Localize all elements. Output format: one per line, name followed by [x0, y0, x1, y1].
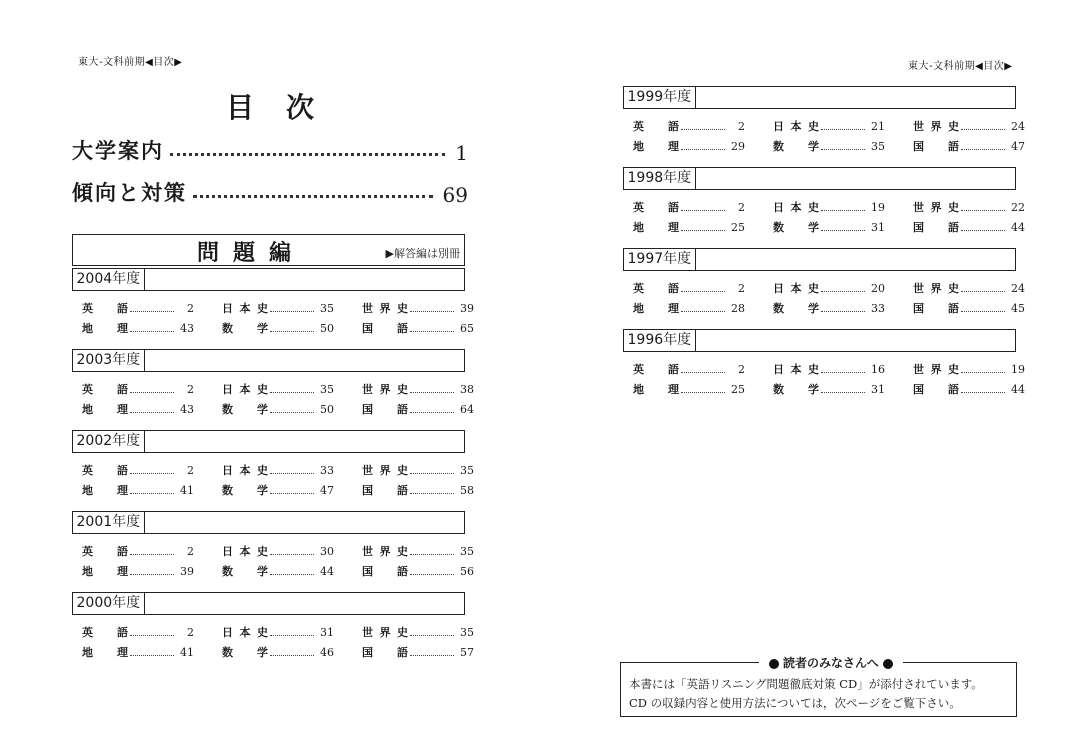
- subject-name: 日本史: [773, 363, 819, 376]
- subject-name: 日本史: [222, 383, 268, 396]
- page-number: 2: [187, 302, 194, 315]
- page-number: 24: [1011, 120, 1025, 133]
- notice-line-1: 本書には「英語リスニング問題徹底対策 CD」が添付されています。: [629, 677, 983, 691]
- page-number: 25: [731, 221, 745, 234]
- dot-leader: [130, 635, 174, 636]
- subject-name: 日本史: [773, 120, 819, 133]
- page-number: 2: [187, 545, 194, 558]
- subject-entry[interactable]: [913, 361, 1025, 377]
- dot-leader: [961, 372, 1005, 373]
- subject-row: [72, 543, 474, 563]
- subject-entry[interactable]: [773, 199, 885, 215]
- subject-entry[interactable]: [362, 543, 474, 559]
- subject-entry[interactable]: [362, 462, 474, 478]
- dot-leader: [681, 392, 725, 393]
- page-number: 2: [738, 363, 745, 376]
- dot-leader: [130, 493, 174, 494]
- subject-name: 数学: [222, 565, 268, 578]
- year-label: 2002年度: [72, 430, 146, 453]
- notice-title-text: 読者のみなさんへ: [783, 656, 879, 670]
- year-label: 1999年度: [623, 86, 697, 109]
- year-heading-bar[interactable]: [623, 248, 1016, 271]
- subject-name: 国語: [362, 322, 408, 335]
- dot-leader: [410, 493, 454, 494]
- subject-entry[interactable]: [633, 361, 745, 377]
- year-label: 1998年度: [623, 167, 697, 190]
- page-number: 47: [320, 484, 334, 497]
- year-section: [623, 86, 1025, 158]
- page-number: 30: [320, 545, 334, 558]
- subject-name: 日本史: [773, 201, 819, 214]
- year-heading-bar[interactable]: [72, 349, 465, 372]
- page-number: 31: [871, 221, 885, 234]
- year-label: 2004年度: [72, 268, 146, 291]
- subject-name: 数学: [773, 302, 819, 315]
- subject-entry[interactable]: [82, 644, 194, 660]
- subject-entry[interactable]: [222, 563, 334, 579]
- year-section: [72, 592, 474, 664]
- subject-name: 世界史: [913, 363, 959, 376]
- subject-entry[interactable]: [82, 624, 194, 640]
- subject-name: 国語: [913, 383, 959, 396]
- subject-name: 英語: [82, 545, 128, 558]
- year-heading-bar[interactable]: [623, 167, 1016, 190]
- dot-leader: [410, 635, 454, 636]
- dot-leader: [681, 230, 725, 231]
- subject-entry[interactable]: [913, 199, 1025, 215]
- year-heading-bar[interactable]: [623, 86, 1016, 109]
- dot-leader: [821, 230, 865, 231]
- subject-name: 数学: [222, 322, 268, 335]
- subject-row: [72, 381, 474, 401]
- dot-leader: [270, 574, 314, 575]
- dot-leader: [410, 655, 454, 656]
- subject-entry[interactable]: [222, 401, 334, 417]
- page-number: 25: [731, 383, 745, 396]
- dot-leader: [961, 291, 1005, 292]
- page-number: 43: [180, 403, 194, 416]
- dot-leader: [130, 655, 174, 656]
- subject-entry[interactable]: [82, 300, 194, 316]
- subject-row: [623, 199, 1025, 219]
- subject-entry[interactable]: [362, 320, 474, 336]
- dot-leader: [270, 311, 314, 312]
- subject-row: [72, 624, 474, 644]
- subject-name: 英語: [82, 626, 128, 639]
- page-number: 28: [731, 302, 745, 315]
- dot-leader: [170, 153, 445, 156]
- subject-entry[interactable]: [633, 280, 745, 296]
- page-number: 47: [1011, 140, 1025, 153]
- dot-leader: [410, 554, 454, 555]
- running-header: 東大-文科前期◀目次▶: [908, 61, 1013, 72]
- dot-leader: [410, 412, 454, 413]
- dot-leader: [410, 574, 454, 575]
- subject-name: 英語: [633, 282, 679, 295]
- subject-row: [623, 381, 1025, 401]
- dot-leader: [270, 331, 314, 332]
- year-section: [72, 430, 474, 502]
- year-section: [72, 268, 474, 340]
- right-page: [540, 0, 1080, 750]
- page-number: 35: [871, 140, 885, 153]
- dot-leader: [821, 311, 865, 312]
- dot-leader: [681, 372, 725, 373]
- page-number: 35: [460, 464, 474, 477]
- page-number: 38: [460, 383, 474, 396]
- year-heading-bar[interactable]: [72, 430, 465, 453]
- subject-entry[interactable]: [773, 138, 885, 154]
- page-number: 22: [1011, 201, 1025, 214]
- section-note: ▶解答編は別冊: [385, 247, 460, 260]
- dot-leader: [821, 291, 865, 292]
- toc-page-number: 1: [455, 141, 468, 165]
- page-number: 39: [180, 565, 194, 578]
- page-number: 2: [738, 282, 745, 295]
- toc-page-number: 69: [442, 183, 468, 207]
- year-heading-bar[interactable]: [623, 329, 1016, 352]
- dot-leader: [270, 473, 314, 474]
- dot-leader: [130, 574, 174, 575]
- section-title: 問題編: [197, 241, 306, 266]
- page-number: 33: [871, 302, 885, 315]
- page-number: 46: [320, 646, 334, 659]
- toc-entry-university-guide[interactable]: [72, 135, 468, 165]
- subject-name: 世界史: [913, 120, 959, 133]
- subject-name: 英語: [82, 383, 128, 396]
- subject-entry[interactable]: [222, 381, 334, 397]
- page-number: 65: [460, 322, 474, 335]
- subject-entry[interactable]: [773, 361, 885, 377]
- dot-leader: [681, 129, 725, 130]
- subject-name: 日本史: [222, 302, 268, 315]
- dot-leader: [410, 473, 454, 474]
- subject-row: [72, 482, 474, 502]
- page-number: 44: [1011, 221, 1025, 234]
- subject-entry[interactable]: [913, 118, 1025, 134]
- dot-leader: [270, 412, 314, 413]
- subject-entry[interactable]: [773, 219, 885, 235]
- toc-label: 大学案内: [72, 139, 164, 163]
- page-number: 2: [187, 464, 194, 477]
- page-number: 44: [1011, 383, 1025, 396]
- dot-leader: [410, 331, 454, 332]
- subject-name: 国語: [362, 403, 408, 416]
- subject-entry[interactable]: [913, 219, 1025, 235]
- dot-leader: [130, 554, 174, 555]
- subject-name: 数学: [222, 403, 268, 416]
- subject-row: [72, 401, 474, 421]
- subject-entry[interactable]: [633, 118, 745, 134]
- subject-entry[interactable]: [222, 543, 334, 559]
- page-number: 21: [871, 120, 885, 133]
- page-number: 35: [320, 302, 334, 315]
- subject-name: 日本史: [222, 626, 268, 639]
- subject-entry[interactable]: [773, 381, 885, 397]
- bullet-dot-icon: [769, 659, 779, 669]
- year-section: [72, 511, 474, 583]
- page-number: 41: [180, 484, 194, 497]
- subject-entry[interactable]: [913, 280, 1025, 296]
- page-number: 35: [460, 626, 474, 639]
- dot-leader: [270, 554, 314, 555]
- notice-title: [759, 654, 903, 671]
- subject-name: 国語: [913, 221, 959, 234]
- subject-entry[interactable]: [222, 462, 334, 478]
- dot-leader: [961, 311, 1005, 312]
- subject-entry[interactable]: [633, 381, 745, 397]
- subject-entry[interactable]: [222, 300, 334, 316]
- subject-name: 国語: [362, 646, 408, 659]
- subject-entry[interactable]: [82, 563, 194, 579]
- subject-name: 地理: [82, 565, 128, 578]
- dot-leader: [270, 392, 314, 393]
- subject-row: [72, 462, 474, 482]
- year-heading-bar[interactable]: [72, 592, 465, 615]
- dot-leader: [410, 311, 454, 312]
- subject-row: [72, 300, 474, 320]
- subject-name: 世界史: [362, 545, 408, 558]
- toc-label: 傾向と対策: [72, 181, 187, 205]
- subject-entry[interactable]: [222, 320, 334, 336]
- year-label: 1997年度: [623, 248, 697, 271]
- page-number: 58: [460, 484, 474, 497]
- page-number: 31: [871, 383, 885, 396]
- subject-entry[interactable]: [633, 199, 745, 215]
- subject-name: 数学: [222, 646, 268, 659]
- subject-name: 世界史: [362, 302, 408, 315]
- subject-name: 地理: [82, 403, 128, 416]
- subject-name: 英語: [82, 464, 128, 477]
- year-section: [72, 349, 474, 421]
- page-number: 16: [871, 363, 885, 376]
- year-heading-bar[interactable]: [72, 268, 465, 291]
- subject-name: 日本史: [222, 464, 268, 477]
- subject-name: 地理: [82, 484, 128, 497]
- dot-leader: [961, 210, 1005, 211]
- subject-name: 地理: [633, 140, 679, 153]
- page-title: 目次: [226, 91, 347, 124]
- subject-entry[interactable]: [82, 543, 194, 559]
- dot-leader: [130, 392, 174, 393]
- section-header-problems: [72, 234, 465, 266]
- subject-row: [623, 138, 1025, 158]
- page-number: 35: [460, 545, 474, 558]
- subject-name: 世界史: [913, 282, 959, 295]
- subject-name: 数学: [773, 383, 819, 396]
- subject-entry[interactable]: [773, 280, 885, 296]
- dot-leader: [821, 372, 865, 373]
- page-number: 33: [320, 464, 334, 477]
- subject-name: 日本史: [773, 282, 819, 295]
- dot-leader: [130, 331, 174, 332]
- subject-name: 地理: [633, 221, 679, 234]
- reader-notice-box: [620, 656, 1017, 717]
- subject-entry[interactable]: [362, 563, 474, 579]
- dot-leader: [961, 149, 1005, 150]
- dot-leader: [130, 311, 174, 312]
- dot-leader: [270, 655, 314, 656]
- dot-leader: [681, 291, 725, 292]
- bullet-dot-icon: [883, 659, 893, 669]
- page-number: 57: [460, 646, 474, 659]
- year-section: [623, 167, 1025, 239]
- subject-entry[interactable]: [82, 462, 194, 478]
- year-label: 2000年度: [72, 592, 146, 615]
- subject-entry[interactable]: [362, 482, 474, 498]
- subject-entry[interactable]: [362, 624, 474, 640]
- dot-leader: [961, 230, 1005, 231]
- subject-row: [72, 644, 474, 664]
- page-number: 2: [187, 383, 194, 396]
- subject-name: 数学: [773, 221, 819, 234]
- year-label: 2001年度: [72, 511, 146, 534]
- subject-row: [623, 361, 1025, 381]
- subject-entry[interactable]: [362, 401, 474, 417]
- subject-entry[interactable]: [633, 300, 745, 316]
- page-number: 24: [1011, 282, 1025, 295]
- dot-leader: [961, 129, 1005, 130]
- dot-leader: [681, 210, 725, 211]
- subject-row: [72, 563, 474, 583]
- page-number: 2: [738, 201, 745, 214]
- year-section: [623, 329, 1025, 401]
- subject-entry[interactable]: [633, 219, 745, 235]
- subject-name: 数学: [773, 140, 819, 153]
- subject-name: 英語: [633, 201, 679, 214]
- subject-entry[interactable]: [222, 482, 334, 498]
- subject-name: 世界史: [362, 464, 408, 477]
- dot-leader: [130, 412, 174, 413]
- dot-leader: [821, 149, 865, 150]
- subject-name: 地理: [633, 302, 679, 315]
- year-heading-bar[interactable]: [72, 511, 465, 534]
- dot-leader: [270, 493, 314, 494]
- dot-leader: [130, 473, 174, 474]
- running-header: 東大-文科前期◀目次▶: [78, 57, 183, 68]
- page-number: 35: [320, 383, 334, 396]
- subject-name: 国語: [362, 565, 408, 578]
- dot-leader: [410, 392, 454, 393]
- subject-entry[interactable]: [362, 381, 474, 397]
- subject-entry[interactable]: [773, 300, 885, 316]
- page-number: 64: [460, 403, 474, 416]
- subject-entry[interactable]: [913, 381, 1025, 397]
- subject-row: [623, 300, 1025, 320]
- page-number: 20: [871, 282, 885, 295]
- notice-line-2: CD の収録内容と使用方法については，次ページをご覧下さい。: [629, 696, 961, 710]
- page-number: 29: [731, 140, 745, 153]
- subject-entry[interactable]: [362, 644, 474, 660]
- page-number: 19: [871, 201, 885, 214]
- subject-name: 世界史: [362, 383, 408, 396]
- page-number: 2: [738, 120, 745, 133]
- subject-entry[interactable]: [773, 118, 885, 134]
- subject-name: 英語: [633, 363, 679, 376]
- subject-entry[interactable]: [362, 300, 474, 316]
- subject-name: 国語: [913, 302, 959, 315]
- subject-entry[interactable]: [82, 381, 194, 397]
- dot-leader: [270, 635, 314, 636]
- page-number: 31: [320, 626, 334, 639]
- year-section: [623, 248, 1025, 320]
- subject-name: 英語: [82, 302, 128, 315]
- dot-leader: [821, 129, 865, 130]
- page-number: 45: [1011, 302, 1025, 315]
- subject-name: 国語: [913, 140, 959, 153]
- dot-leader: [961, 392, 1005, 393]
- subject-entry[interactable]: [913, 138, 1025, 154]
- subject-name: 日本史: [222, 545, 268, 558]
- subject-name: 地理: [633, 383, 679, 396]
- page-number: 44: [320, 565, 334, 578]
- dot-leader: [193, 195, 433, 198]
- subject-name: 地理: [82, 646, 128, 659]
- subject-name: 国語: [362, 484, 408, 497]
- page-number: 43: [180, 322, 194, 335]
- subject-name: 世界史: [913, 201, 959, 214]
- subject-entry[interactable]: [913, 300, 1025, 316]
- year-label: 2003年度: [72, 349, 146, 372]
- subject-entry[interactable]: [82, 482, 194, 498]
- page-number: 56: [460, 565, 474, 578]
- subject-entry[interactable]: [222, 624, 334, 640]
- toc-entry-trends-and-strategy[interactable]: [72, 177, 468, 207]
- subject-entry[interactable]: [82, 401, 194, 417]
- page-number: 19: [1011, 363, 1025, 376]
- subject-row: [72, 320, 474, 340]
- subject-name: 地理: [82, 322, 128, 335]
- subject-entry[interactable]: [222, 644, 334, 660]
- page-number: 41: [180, 646, 194, 659]
- page-number: 2: [187, 626, 194, 639]
- subject-name: 英語: [633, 120, 679, 133]
- page-number: 50: [320, 403, 334, 416]
- subject-row: [623, 280, 1025, 300]
- year-label: 1996年度: [623, 329, 697, 352]
- subject-entry[interactable]: [633, 138, 745, 154]
- subject-row: [623, 118, 1025, 138]
- subject-row: [623, 219, 1025, 239]
- dot-leader: [681, 149, 725, 150]
- subject-name: 数学: [222, 484, 268, 497]
- subject-entry[interactable]: [82, 320, 194, 336]
- subject-name: 世界史: [362, 626, 408, 639]
- dot-leader: [821, 210, 865, 211]
- dot-leader: [681, 311, 725, 312]
- page-number: 50: [320, 322, 334, 335]
- page-number: 39: [460, 302, 474, 315]
- dot-leader: [821, 392, 865, 393]
